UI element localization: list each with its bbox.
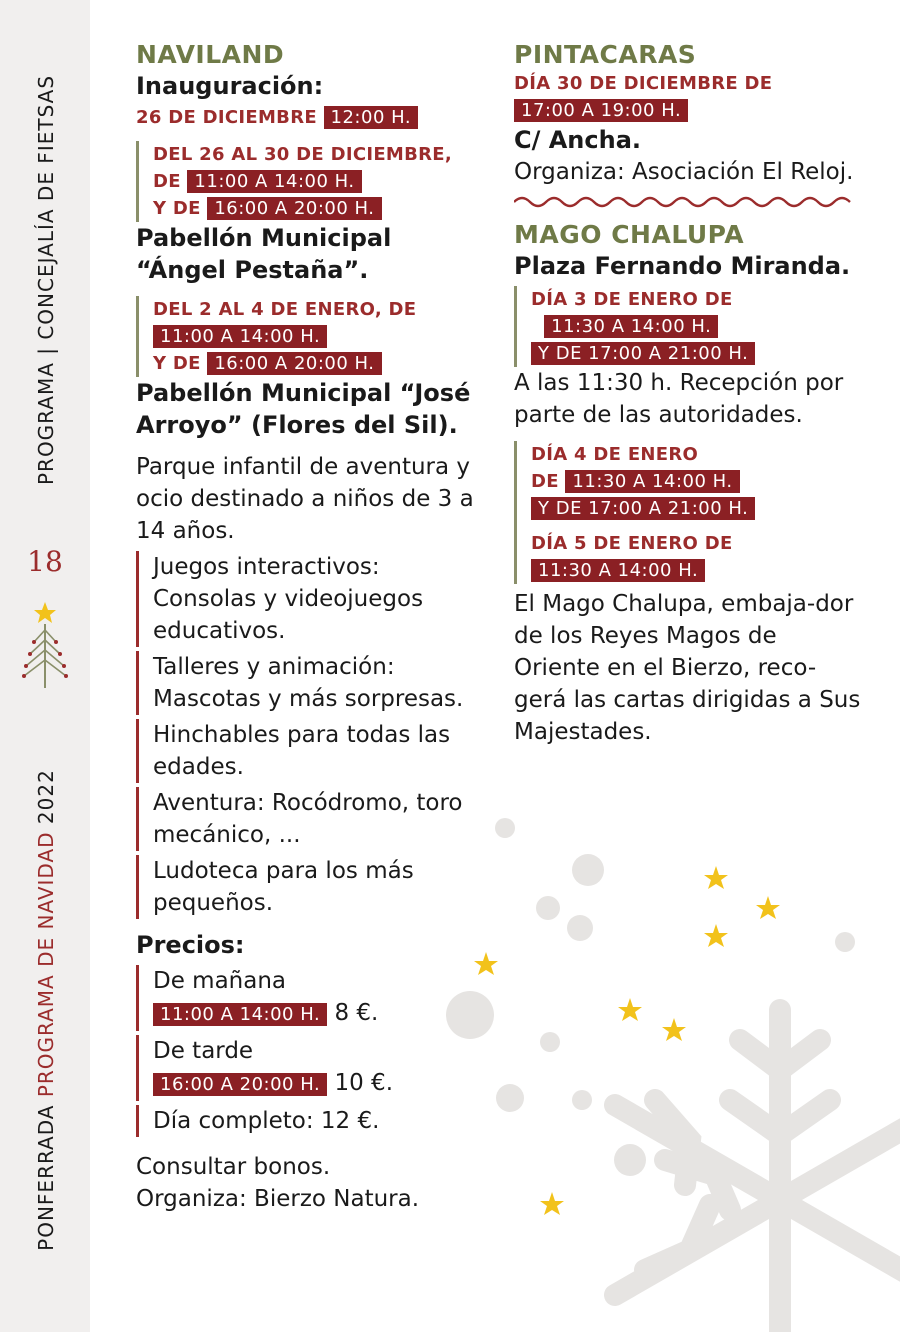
- mago-day-4-date: DÍA 4 DE ENERO: [531, 444, 699, 465]
- bonos-note: Consultar bonos.: [136, 1154, 331, 1180]
- price-afternoon-value: 10 €.: [334, 1070, 394, 1096]
- inauguracion-label: Inauguración:: [136, 72, 324, 100]
- sidebar-top-text: PROGRAMA | CONCEJALÍA DE FIETSAS: [34, 74, 58, 486]
- mago-day-4-5: [514, 441, 864, 584]
- sidebar-bottom-text: [34, 769, 58, 1251]
- inauguracion-time: 12:00 H.: [324, 106, 419, 129]
- pintacaras-venue: C/ Ancha.: [514, 126, 642, 154]
- price-morning: [136, 965, 486, 1031]
- naviland-schedule-1: [136, 141, 486, 222]
- naviland-organizer: Organiza: Bierzo Natura.: [136, 1186, 420, 1212]
- wave-divider: [514, 194, 859, 210]
- sidebar-city: PONFERRADA: [34, 1104, 58, 1251]
- sidebar-program-name: PROGRAMA DE NAVIDAD: [34, 831, 58, 1098]
- pintacaras-time: 17:00 A 19:00 H.: [514, 99, 688, 122]
- schedule-1-prefix: DE: [153, 171, 181, 192]
- pintacaras-date: DÍA 30 DE DICIEMBRE DE: [514, 73, 773, 94]
- mago-day-3-time-2: Y DE 17:00 A 21:00 H.: [531, 342, 755, 365]
- naviland-schedule-2: [136, 296, 486, 377]
- mago-reception: A las 11:30 h. Recepción por parte de las autoridades.: [514, 370, 844, 428]
- activity-item: Aventura: Rocódromo, toro mecánico, ...: [136, 787, 486, 851]
- star-icons: [474, 866, 780, 1215]
- price-morning-time: 11:00 A 14:00 H.: [153, 1003, 327, 1026]
- schedule-2-morning: 11:00 A 14:00 H.: [153, 325, 327, 348]
- naviland-section: [136, 40, 486, 1215]
- activity-item: Ludoteca para los más pequeños.: [136, 855, 486, 919]
- schedule-1-afternoon: 16:00 A 20:00 H.: [207, 197, 381, 220]
- mago-day-3-date: DÍA 3 DE ENERO DE: [531, 289, 733, 310]
- christmas-tree-icon: [18, 600, 72, 690]
- naviland-description: Parque infantil de aventura y ocio destinado a niños de 3 a 14 años.: [136, 454, 474, 544]
- schedule-1-prefix-2: Y DE: [153, 198, 201, 219]
- snow-dots: [446, 818, 855, 1176]
- mago-day-5-time: 11:30 A 14:00 H.: [531, 559, 705, 582]
- naviland-title: NAVILAND: [136, 40, 285, 69]
- price-afternoon-label: De tarde: [153, 1038, 254, 1064]
- mago-day-4-prefix: DE: [531, 471, 559, 492]
- sidebar-band: [0, 0, 90, 1332]
- inauguracion-date: 26 DE DICIEMBRE: [136, 107, 317, 128]
- pintacaras-title: PINTACARAS: [514, 40, 697, 69]
- venue-2: Pabellón Municipal “José Arroyo” (Flores del Sil).: [136, 379, 471, 439]
- right-column: [514, 40, 864, 748]
- snowflake-icon: [615, 1010, 900, 1332]
- mago-day-4-time-2: Y DE 17:00 A 21:00 H.: [531, 497, 755, 520]
- price-full-day: Día completo: 12 €.: [136, 1105, 486, 1137]
- activity-item: Juegos interactivos: Consolas y videojuegos educativos.: [136, 551, 486, 647]
- schedule-2-prefix: Y DE: [153, 353, 201, 374]
- mago-day-5-date: DÍA 5 DE ENERO DE: [531, 533, 733, 554]
- mago-day-3-time-1: 11:30 A 14:00 H.: [544, 315, 718, 338]
- schedule-2-dates: DEL 2 AL 4 DE ENERO, DE: [153, 299, 417, 320]
- mago-title: MAGO CHALUPA: [514, 220, 745, 249]
- pintacaras-organizer: Organiza: Asociación El Reloj.: [514, 159, 854, 185]
- prices-label: Precios:: [136, 931, 245, 959]
- venue-1: Pabellón Municipal “Ángel Pestaña”.: [136, 224, 392, 284]
- schedule-1-dates: DEL 26 AL 30 DE DICIEMBRE,: [153, 144, 453, 165]
- price-morning-value: 8 €.: [334, 1000, 379, 1026]
- pintacaras-section: [514, 40, 864, 188]
- sidebar-year: 2022: [34, 769, 58, 825]
- price-afternoon: [136, 1035, 486, 1101]
- mago-section: [514, 220, 864, 748]
- mago-description: El Mago Chalupa, embaja-dor de los Reyes Magos de Oriente en el Bierzo, reco-gerá las cartas dirigidas a Sus Majestades.: [514, 591, 861, 745]
- price-morning-label: De mañana: [153, 968, 287, 994]
- inauguracion-date-line: [136, 104, 486, 131]
- activity-item: Hinchables para todas las edades.: [136, 719, 486, 783]
- activity-item: Talleres y animación: Mascotas y más sorpresas.: [136, 651, 486, 715]
- schedule-1-morning: 11:00 A 14:00 H.: [187, 170, 361, 193]
- price-afternoon-time: 16:00 A 20:00 H.: [153, 1073, 327, 1096]
- mago-day-3: [514, 286, 864, 367]
- activities-list: [136, 551, 486, 919]
- snowflake-decoration: [440, 800, 900, 1332]
- mago-venue: Plaza Fernando Miranda.: [514, 252, 851, 280]
- page-number: 18: [27, 545, 63, 578]
- schedule-2-afternoon: 16:00 A 20:00 H.: [207, 352, 381, 375]
- mago-day-4-time-1: 11:30 A 14:00 H.: [565, 470, 739, 493]
